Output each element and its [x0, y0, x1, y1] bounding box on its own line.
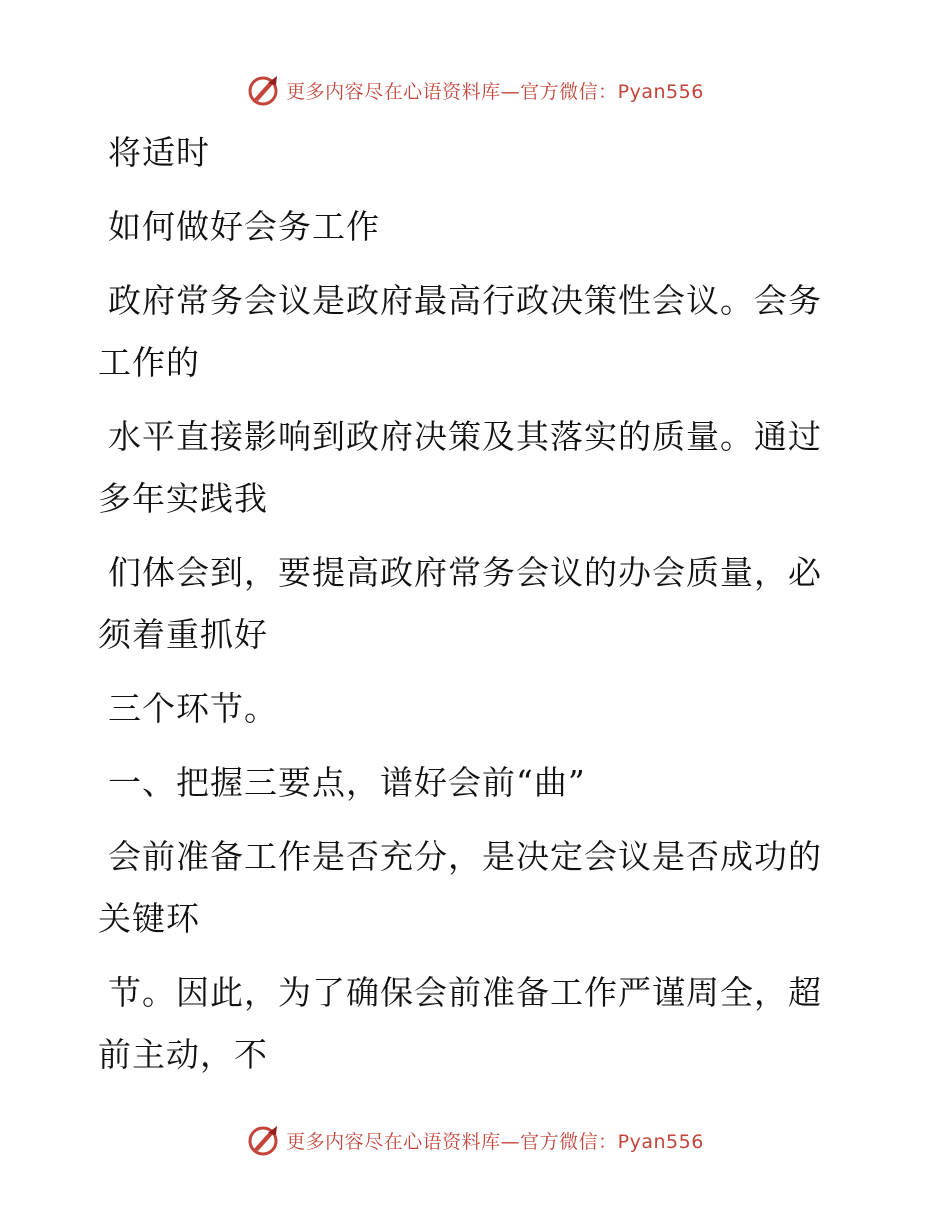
paragraph: 节。因此，为了确保会前准备工作严谨周全，超前主动，不 — [98, 973, 822, 1074]
section-title: 如何做好会务工作 — [108, 207, 380, 246]
subsection-heading: 一、把握三要点，谱好会前“曲” — [108, 763, 586, 802]
paragraph: 三个环节。 — [108, 689, 278, 728]
paragraph: 将适时 — [108, 133, 210, 172]
paragraph: 们体会到，要提高政府常务会议的办会质量，必须着重抓好 — [98, 553, 822, 654]
footer-banner-text: 更多内容尽在心语资料库—官方微信：Pyan556 — [286, 1130, 704, 1153]
quill-pen-logo-icon — [246, 1123, 280, 1157]
paragraph: 政府常务会议是政府最高行政决策性会议。会务工作的 — [98, 281, 822, 382]
footer-banner — [0, 1120, 950, 1160]
header-banner — [0, 70, 950, 110]
header-banner-text: 更多内容尽在心语资料库—官方微信：Pyan556 — [286, 80, 704, 103]
document-body — [98, 122, 838, 1098]
quill-pen-logo-icon — [246, 73, 280, 107]
paragraph: 会前准备工作是否充分，是决定会议是否成功的关键环 — [98, 837, 822, 938]
paragraph: 水平直接影响到政府决策及其落实的质量。通过多年实践我 — [98, 417, 822, 518]
